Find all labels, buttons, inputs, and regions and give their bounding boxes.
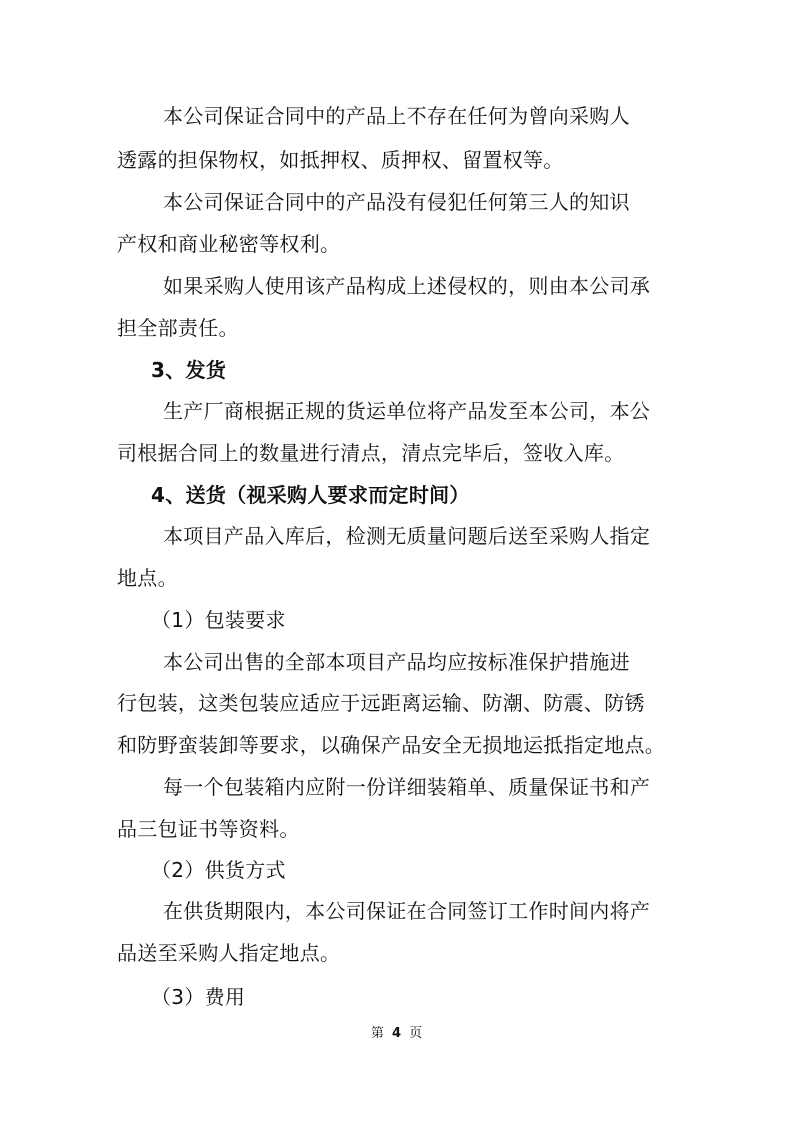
paragraph-line: 每一个包装箱内应附一份详细装箱单、质量保证书和产 bbox=[163, 775, 651, 799]
paragraph-line: 本公司保证合同中的产品上不存在任何为曾向采购人 bbox=[163, 104, 630, 128]
paragraph-line: 透露的担保物权，如抵押权、质押权、留置权等。 bbox=[117, 148, 564, 172]
paragraph-line: 地点。 bbox=[117, 566, 178, 590]
paragraph-line: 和防野蛮装卸等要求，以确保产品安全无损地运抵指定地点。 bbox=[117, 733, 666, 757]
paragraph-line: 生产厂商根据正规的货运单位将产品发至本公司，本公 bbox=[163, 399, 651, 423]
paragraph-line: 行包装，这类包装应适应于远距离运输、防潮、防震、防锈 bbox=[117, 691, 645, 715]
subsection-heading: （2）供货方式 bbox=[151, 858, 286, 882]
subsection-heading: （1）包装要求 bbox=[151, 608, 286, 632]
subsection-heading: （3）费用 bbox=[151, 985, 246, 1009]
section-heading: 3、发货 bbox=[151, 358, 227, 382]
paragraph-line: 司根据合同上的数量进行清点，清点完毕后，签收入库。 bbox=[117, 441, 625, 465]
section-heading: 4、送货（视采购人要求而定时间） bbox=[151, 483, 470, 507]
page-suffix: 页 bbox=[409, 1026, 423, 1041]
page-prefix: 第 bbox=[370, 1026, 384, 1041]
paragraph-line: 品送至采购人指定地点。 bbox=[117, 941, 341, 965]
paragraph-line: 本公司出售的全部本项目产品均应按标准保护措施进 bbox=[163, 650, 630, 674]
page-footer bbox=[0, 1026, 793, 1042]
paragraph-line: 品三包证书等资料。 bbox=[117, 817, 300, 841]
paragraph-line: 本公司保证合同中的产品没有侵犯任何第三人的知识 bbox=[163, 190, 630, 214]
paragraph-line: 如果采购人使用该产品构成上述侵权的，则由本公司承 bbox=[163, 274, 651, 298]
page-number: 4 bbox=[391, 1026, 402, 1041]
paragraph-line: 产权和商业秘密等权利。 bbox=[117, 232, 341, 256]
paragraph-line: 本项目产品入库后，检测无质量问题后送至采购人指定 bbox=[163, 524, 651, 548]
paragraph-line: 在供货期限内，本公司保证在合同签订工作时间内将产 bbox=[163, 899, 651, 923]
paragraph-line: 担全部责任。 bbox=[117, 316, 239, 340]
